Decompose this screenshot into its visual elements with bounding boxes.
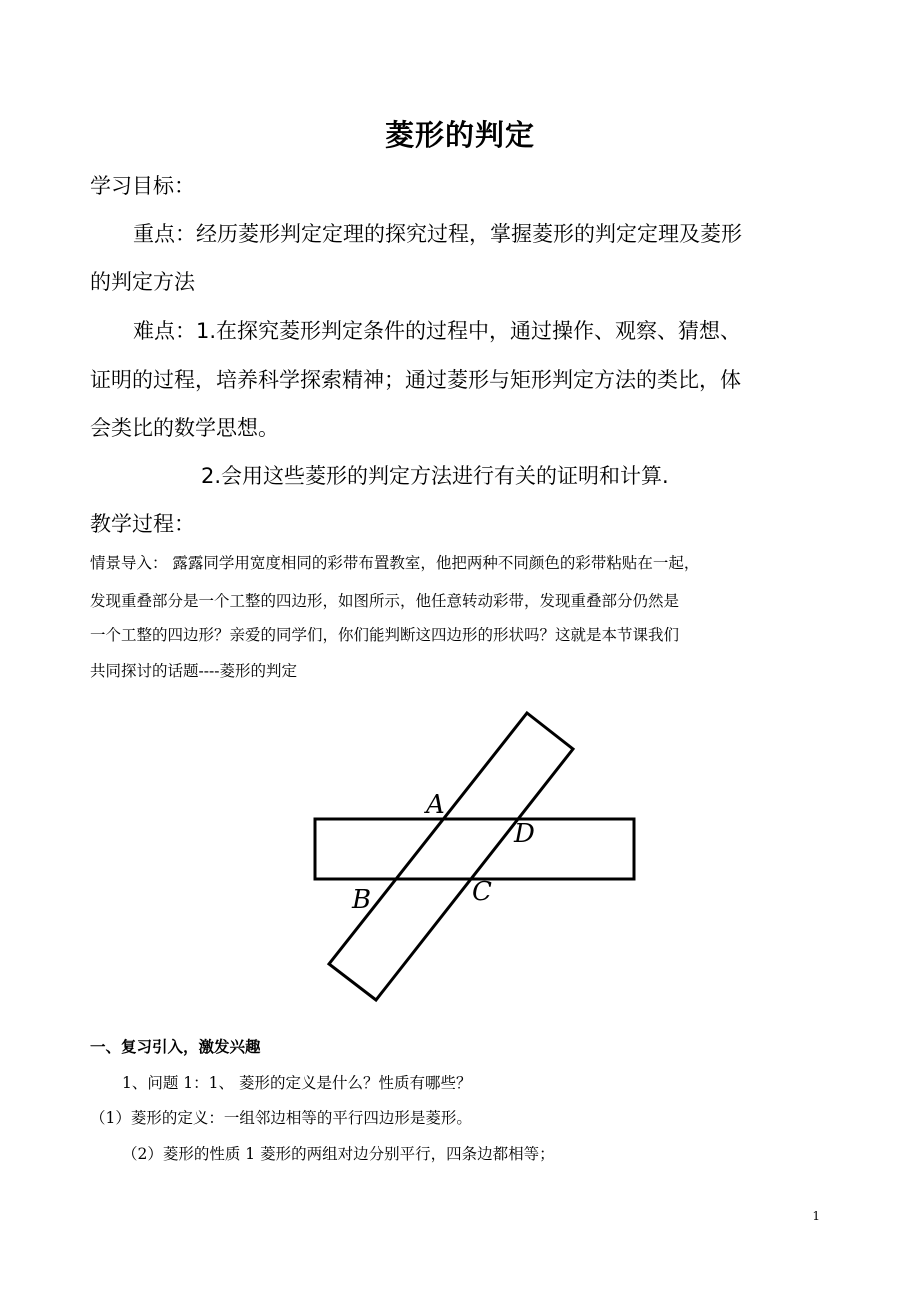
property-item: （2）菱形的性质 1 菱形的两组对边分别平行，四条边都相等； [122, 1145, 555, 1163]
difficulty-line-4: 2.会用这些菱形的判定方法进行有关的证明和计算. [201, 464, 669, 488]
question-1: 1、问题 1：1、 菱形的定义是什么？性质有哪些？ [122, 1074, 472, 1092]
diagonal-ribbon [329, 713, 573, 1000]
review-heading: 一、复习引入，激发兴趣 [90, 1037, 261, 1056]
label-d: D [514, 819, 535, 849]
label-b: B [352, 885, 372, 915]
label-a: A [426, 790, 445, 820]
label-c: C [472, 877, 492, 907]
difficulty-line-2: 证明的过程，培养科学探索精神；通过菱形与矩形判定方法的类比，体 [90, 368, 741, 392]
key-points-line-1: 重点：经历菱形判定定理的探究过程，掌握菱形的判定定理及菱形 [133, 222, 742, 246]
intro-line-3: 一个工整的四边形？亲爱的同学们，你们能判断这四边形的形状吗？这就是本节课我们 [90, 626, 680, 644]
page-title: 菱形的判定 [384, 118, 535, 152]
intro-line-4: 共同探讨的话题----菱形的判定 [90, 662, 297, 680]
intro-line-1: 情景导入： 露露同学用宽度相同的彩带布置教室，他把两种不同颜色的彩带粘贴在一起， [90, 554, 700, 572]
definition-item: （1）菱形的定义：一组邻边相等的平行四边形是菱形。 [90, 1109, 472, 1127]
ribbon-figure [300, 700, 650, 1010]
process-heading: 教学过程： [90, 512, 195, 536]
page-number: 1 [812, 1209, 820, 1223]
horizontal-ribbon [315, 819, 634, 879]
intro-line-2: 发现重叠部分是一个工整的四边形，如图所示，他任意转动彩带，发现重叠部分仍然是 [90, 592, 680, 610]
difficulty-line-3: 会类比的数学思想。 [90, 416, 279, 440]
key-points-line-2: 的判定方法 [90, 270, 195, 294]
difficulty-line-1: 难点：1.在探究菱形判定条件的过程中，通过操作、观察、猜想、 [133, 319, 742, 343]
objectives-heading: 学习目标： [90, 174, 195, 198]
